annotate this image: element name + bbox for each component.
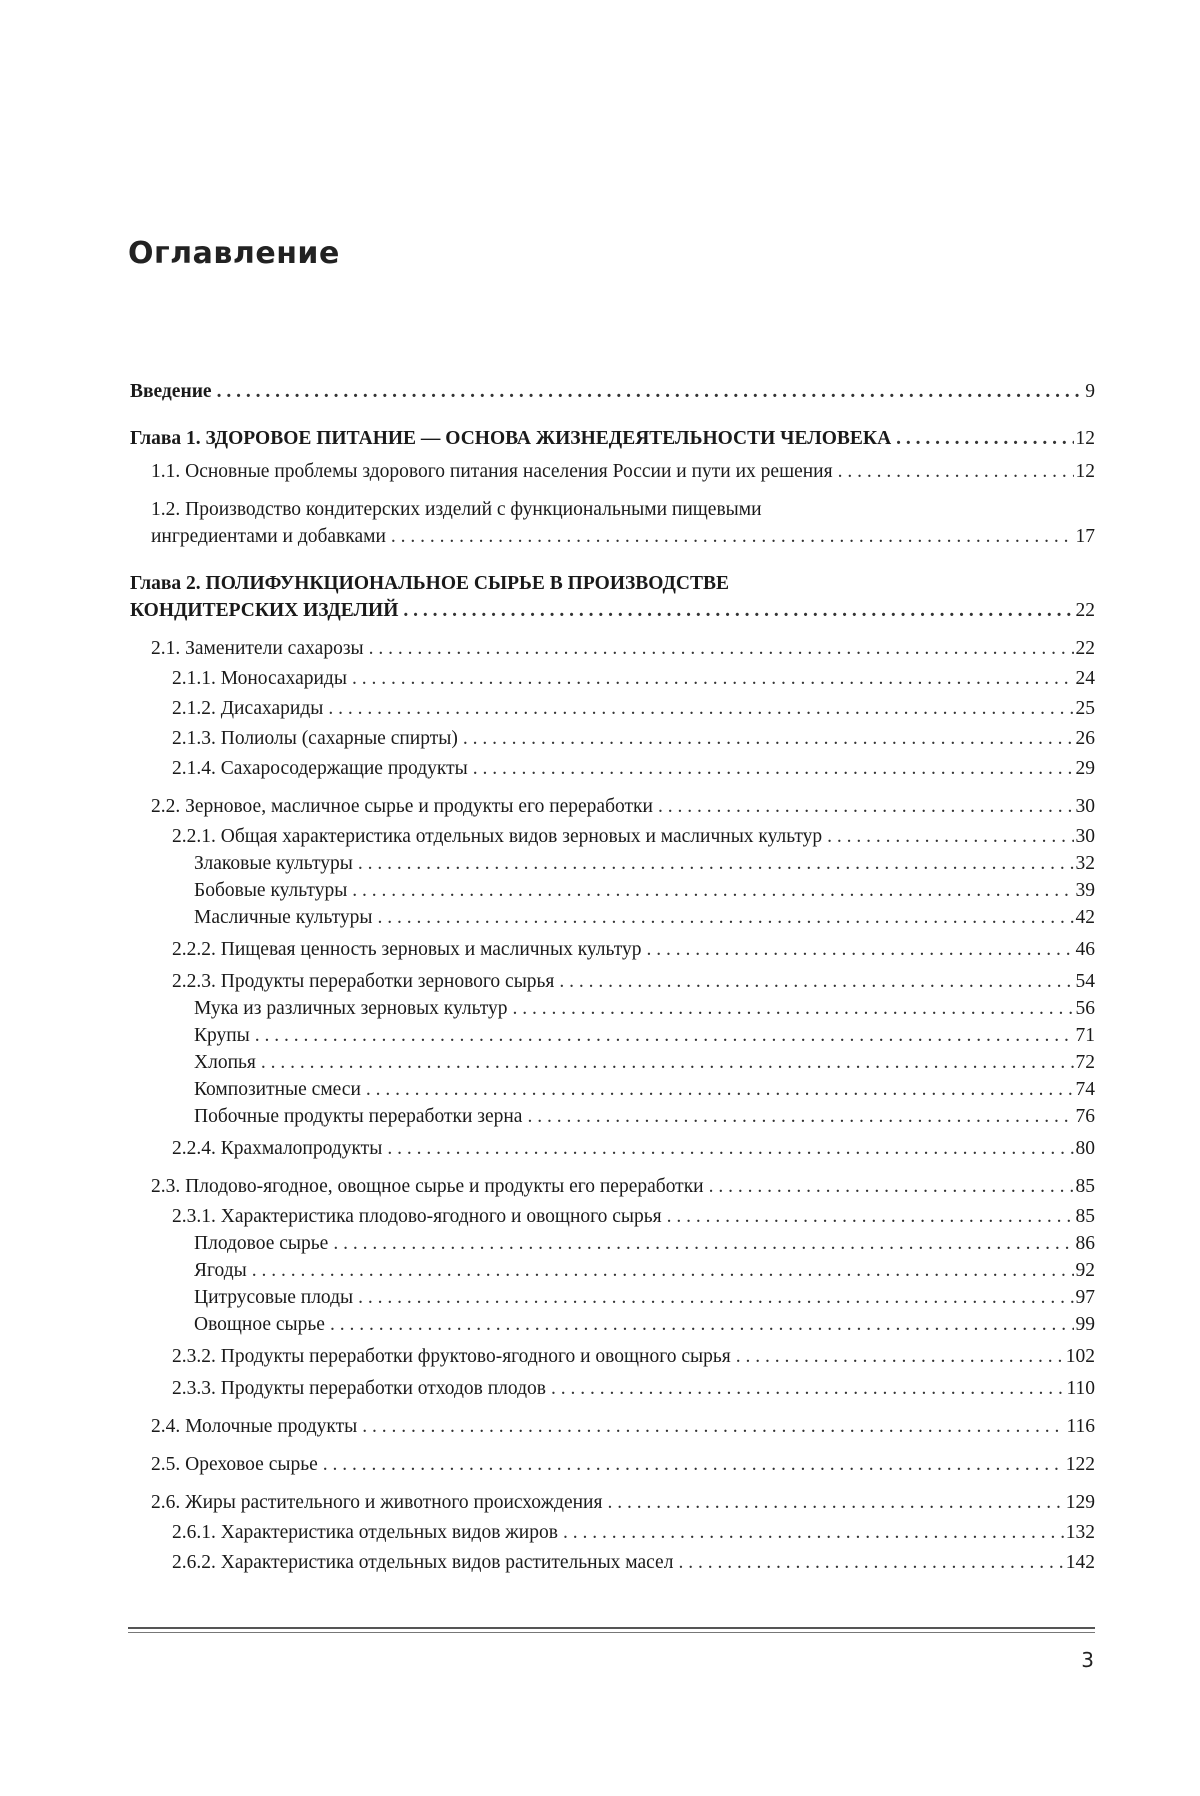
dot-leader <box>736 1343 1064 1370</box>
toc-entry-page: 17 <box>1075 526 1095 547</box>
toc-entry-oil-crops[interactable] <box>130 904 1095 931</box>
toc-entry-page: 92 <box>1075 1260 1095 1281</box>
toc-entry-2-3-1[interactable] <box>130 1203 1095 1230</box>
toc-entry-page: 32 <box>1075 853 1095 874</box>
toc-entry-label: 2.6. Жиры растительного и животного происхождения <box>151 1492 603 1513</box>
dot-leader <box>513 995 1074 1022</box>
toc-entry-page: 129 <box>1065 1492 1095 1513</box>
dot-leader <box>369 635 1074 662</box>
toc-entry-page: 97 <box>1075 1287 1095 1308</box>
toc-entry-label: 2.1.2. Дисахариды <box>172 698 324 719</box>
dot-leader <box>559 968 1073 995</box>
toc-entry-label: 1.1. Основные проблемы здорового питания населения России и пути их решения <box>151 461 833 482</box>
toc-entry-label: Глава 1. ЗДОРОВОЕ ПИТАНИЕ — ОСНОВА ЖИЗНЕДЕЯТЕЛЬНОСТИ ЧЕЛОВЕКА <box>130 428 892 449</box>
toc-entry-label: 2.1.3. Полиолы (сахарные спирты) <box>172 728 458 749</box>
toc-entry-2-4[interactable] <box>130 1413 1095 1440</box>
toc-entry-label: 2.2. Зерновое, масличное сырье и продукты его переработки <box>151 796 653 817</box>
toc-entry-label: 2.2.3. Продукты переработки зернового сырья <box>172 971 555 992</box>
toc-entry-2-5[interactable] <box>130 1451 1095 1478</box>
toc-entry-citrus[interactable] <box>130 1284 1095 1311</box>
toc-entry-label: 2.1.4. Сахаросодержащие продукты <box>172 758 468 779</box>
dot-leader <box>358 1284 1073 1311</box>
toc-entry-label: 2.4. Молочные продукты <box>151 1416 358 1437</box>
toc-entry-page: 102 <box>1065 1346 1095 1367</box>
toc-entry-flakes[interactable] <box>130 1049 1095 1076</box>
toc-entry-page: 116 <box>1066 1416 1095 1437</box>
dot-leader <box>646 936 1073 963</box>
toc-entry-label: 2.2.1. Общая характеристика отдельных видов зерновых и масличных культур <box>172 826 823 847</box>
toc-entry-chapter-2[interactable] <box>130 570 1095 624</box>
toc-entry-label: Побочные продукты переработки зерна <box>194 1106 523 1127</box>
toc-entry-introduction[interactable] <box>130 378 1095 405</box>
dot-leader <box>352 877 1073 904</box>
toc-entry-page: 30 <box>1075 826 1095 847</box>
toc-entry-label: Композитные смеси <box>194 1079 361 1100</box>
toc-entry-page: 46 <box>1075 939 1095 960</box>
toc-entry-label: Цитрусовые плоды <box>194 1287 354 1308</box>
toc-entry-2-1-4[interactable] <box>130 755 1095 782</box>
toc-entry-1-2[interactable] <box>130 496 1095 550</box>
toc-entry-page: 26 <box>1075 728 1095 749</box>
toc-entry-label: Крупы <box>194 1025 250 1046</box>
toc-entry-page: 12 <box>1075 461 1095 482</box>
dot-leader <box>658 793 1074 820</box>
dot-leader <box>330 1311 1074 1338</box>
toc-entry-page: 30 <box>1075 796 1095 817</box>
page-number: 3 <box>1081 1648 1094 1672</box>
toc-entry-page: 110 <box>1066 1378 1095 1399</box>
toc-entry-label: 2.6.2. Характеристика отдельных видов растительных масел <box>172 1552 674 1573</box>
page-title: Оглавление <box>128 236 340 271</box>
toc-entry-label: Введение <box>130 381 212 402</box>
toc-entry-page: 85 <box>1075 1176 1095 1197</box>
toc-entry-page: 22 <box>1075 638 1095 659</box>
toc-entry-label: Мука из различных зерновых культур <box>194 998 508 1019</box>
dot-leader <box>827 823 1073 850</box>
toc-entry-page: 9 <box>1085 381 1095 402</box>
dot-leader <box>838 458 1074 485</box>
toc-entry-label: Хлопья <box>194 1052 256 1073</box>
toc-entry-page: 85 <box>1075 1206 1095 1227</box>
toc-entry-label: 2.3. Плодово-ягодное, овощное сырье и продукты его переработки <box>151 1176 704 1197</box>
dot-leader <box>378 904 1074 931</box>
dot-leader <box>362 1413 1064 1440</box>
toc-entry-2-1-2[interactable] <box>130 695 1095 722</box>
dot-leader <box>352 665 1074 692</box>
toc-entry-page: 71 <box>1075 1025 1095 1046</box>
toc-entry-2-6-2[interactable] <box>130 1549 1095 1576</box>
toc-entry-page: 12 <box>1075 428 1095 449</box>
toc-entry-label-line1: 1.2. Производство кондитерских изделий с функциональными пищевыми <box>151 499 762 520</box>
dot-leader <box>563 1519 1064 1546</box>
toc-entry-2-3-2[interactable] <box>130 1343 1095 1370</box>
dot-leader <box>463 725 1074 752</box>
toc-entry-legume-crops[interactable] <box>130 877 1095 904</box>
toc-entry-page: 54 <box>1075 971 1095 992</box>
toc-entry-page: 22 <box>1075 600 1095 621</box>
toc-entry-2-6-1[interactable] <box>130 1519 1095 1546</box>
toc-entry-grain-byproducts[interactable] <box>130 1103 1095 1130</box>
toc-entry-label: 2.3.1. Характеристика плодово-ягодного и овощного сырья <box>172 1206 662 1227</box>
footer-rule-top <box>128 1627 1095 1629</box>
dot-leader <box>403 597 1073 624</box>
dot-leader <box>358 850 1074 877</box>
toc-entry-2-1[interactable] <box>130 635 1095 662</box>
toc-entry-label: 2.2.4. Крахмалопродукты <box>172 1138 383 1159</box>
toc-entry-2-2-1[interactable] <box>130 823 1095 850</box>
dot-leader <box>387 1135 1073 1162</box>
dot-leader <box>328 695 1073 722</box>
toc-entry-2-3[interactable] <box>130 1173 1095 1200</box>
toc-entry-page: 132 <box>1065 1522 1095 1543</box>
toc-entry-page: 142 <box>1065 1552 1095 1573</box>
toc-entry-label: Масличные культуры <box>194 907 373 928</box>
dot-leader <box>607 1489 1063 1516</box>
dot-leader <box>255 1022 1074 1049</box>
dot-leader <box>217 378 1084 405</box>
toc-entry-2-2[interactable] <box>130 793 1095 820</box>
dot-leader <box>333 1230 1073 1257</box>
toc-entry-page: 76 <box>1075 1106 1095 1127</box>
toc-entry-2-3-3[interactable] <box>130 1375 1095 1402</box>
dot-leader <box>473 755 1074 782</box>
toc-entry-page: 72 <box>1075 1052 1095 1073</box>
toc-entry-page: 80 <box>1075 1138 1095 1159</box>
toc-entry-label: 2.1.1. Моносахариды <box>172 668 347 689</box>
toc-entry-page: 86 <box>1075 1233 1095 1254</box>
toc-entry-cereal-crops[interactable] <box>130 850 1095 877</box>
dot-leader <box>252 1257 1074 1284</box>
toc-entry-label-line1: Глава 2. ПОЛИФУНКЦИОНАЛЬНОЕ СЫРЬЕ В ПРОИЗВОДСТВЕ <box>130 573 729 594</box>
toc-entry-label: 2.1. Заменители сахарозы <box>151 638 364 659</box>
toc-entry-label: Овощное сырье <box>194 1314 325 1335</box>
dot-leader <box>667 1203 1074 1230</box>
footer-double-rule <box>128 1627 1095 1633</box>
toc-entry-label: Плодовое сырье <box>194 1233 329 1254</box>
toc-entry-page: 29 <box>1075 758 1095 779</box>
toc-entry-vegetable-raw[interactable] <box>130 1311 1095 1338</box>
toc-entry-1-1[interactable] <box>130 458 1095 485</box>
dot-leader <box>551 1375 1064 1402</box>
dot-leader <box>391 523 1074 550</box>
footer-rule-bottom <box>128 1632 1095 1633</box>
toc-entry-2-1-3[interactable] <box>130 725 1095 752</box>
toc-entry-label: Бобовые культуры <box>194 880 348 901</box>
toc-entry-berries[interactable] <box>130 1257 1095 1284</box>
toc-entry-label: 2.3.2. Продукты переработки фруктово-ягодного и овощного сырья <box>172 1346 731 1367</box>
dot-leader <box>366 1076 1074 1103</box>
toc-entry-label: ингредиентами и добавками <box>151 526 386 547</box>
toc-entry-2-6[interactable] <box>130 1489 1095 1516</box>
dot-leader <box>527 1103 1073 1130</box>
toc-entry-label: Злаковые культуры <box>194 853 353 874</box>
toc-entry-label: КОНДИТЕРСКИХ ИЗДЕЛИЙ <box>130 600 399 621</box>
toc-entry-page: 24 <box>1075 668 1095 689</box>
toc-entry-page: 25 <box>1075 698 1095 719</box>
dot-leader <box>896 425 1073 452</box>
toc-entry-fruit-raw[interactable] <box>130 1230 1095 1257</box>
toc-entry-label: 2.6.1. Характеристика отдельных видов жиров <box>172 1522 558 1543</box>
dot-leader <box>678 1549 1063 1576</box>
toc-entry-2-2-4[interactable] <box>130 1135 1095 1162</box>
toc-entry-page: 39 <box>1075 880 1095 901</box>
table-of-contents <box>130 378 1095 1576</box>
dot-leader <box>323 1451 1064 1478</box>
dot-leader <box>709 1173 1074 1200</box>
toc-entry-page: 99 <box>1075 1314 1095 1335</box>
toc-entry-2-2-2[interactable] <box>130 936 1095 963</box>
toc-entry-page: 56 <box>1075 998 1095 1019</box>
dot-leader <box>261 1049 1074 1076</box>
toc-entry-groats[interactable] <box>130 1022 1095 1049</box>
toc-entry-page: 122 <box>1065 1454 1095 1475</box>
toc-entry-label: 2.2.2. Пищевая ценность зерновых и масличных культур <box>172 939 642 960</box>
toc-entry-flour[interactable] <box>130 995 1095 1022</box>
toc-entry-label: Ягоды <box>194 1260 247 1281</box>
toc-entry-label: 2.5. Ореховое сырье <box>151 1454 318 1475</box>
toc-entry-chapter-1[interactable] <box>130 425 1095 452</box>
toc-entry-2-1-1[interactable] <box>130 665 1095 692</box>
toc-entry-2-2-3[interactable] <box>130 968 1095 995</box>
toc-entry-page: 74 <box>1075 1079 1095 1100</box>
toc-entry-composite-mixes[interactable] <box>130 1076 1095 1103</box>
toc-entry-label: 2.3.3. Продукты переработки отходов плодов <box>172 1378 546 1399</box>
toc-entry-page: 42 <box>1075 907 1095 928</box>
